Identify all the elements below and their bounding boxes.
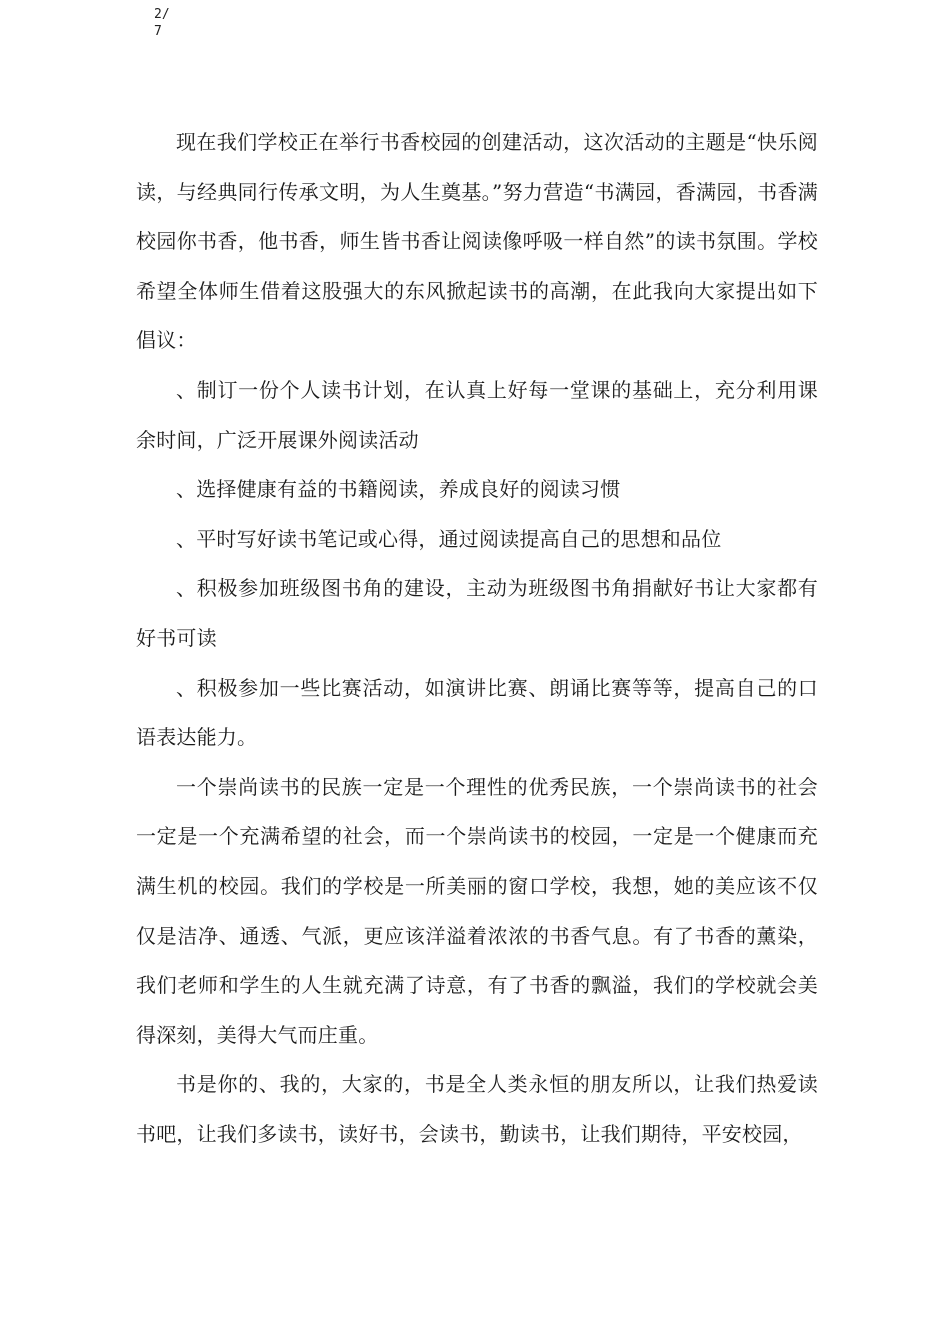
paragraph-proposal-1: 、制订一份个人读书计划，在认真上好每一堂课的基础上，充分利用课余时间，广泛开展课外阅读活动: [136, 377, 818, 452]
paragraph-intro: 现在我们学校正在举行书香校园的创建活动，这次活动的主题是“快乐阅读，与经典同行传承文明，为人生奠基。”努力营造“书满园，香满园，书香满校园你书香，他书香，师生皆书香让阅读像呼吸一样自然”的读书氛围。学校希望全体师生借着这股强大的东风掀起读书的高潮，在此我向大家提出如下倡议：: [136, 130, 818, 353]
paragraph-closing: 书是你的、我的，大家的，书是全人类永恒的朋友所以，让我们热爱读书吧，让我们多读书，读好书，会读书，勤读书，让我们期待，平安校园，: [136, 1072, 818, 1146]
paragraph-proposal-5: 、积极参加一些比赛活动，如演讲比赛、朗诵比赛等等，提高自己的口语表达能力。: [136, 675, 818, 750]
document-body: [136, 118, 818, 1159]
page-number: 2/7: [154, 7, 170, 39]
paragraph-proposal-4: 、积极参加班级图书角的建设，主动为班级图书角捐献好书让大家都有好书可读: [136, 576, 818, 650]
paragraph-proposal-3: 、平时写好读书笔记或心得，通过阅读提高自己的思想和品位: [176, 526, 722, 551]
paragraph-proposal-2: 、选择健康有益的书籍阅读，养成良好的阅读习惯: [176, 477, 621, 502]
paragraph-reading-culture: 一个崇尚读书的民族一定是一个理性的优秀民族，一个崇尚读书的社会一定是一个充满希望的社会，而一个崇尚读书的校园，一定是一个健康而充满生机的校园。我们的学校是一所美丽的窗口学校，我想，她的美应该不仅仅是洁净、通透、气派，更应该洋溢着浓浓的书香气息。有了书香的薰染，我们老师和学生的人生就充满了诗意，有了书香的飘溢，我们的学校就会美得深刻，美得大气而庄重。: [136, 774, 818, 1047]
